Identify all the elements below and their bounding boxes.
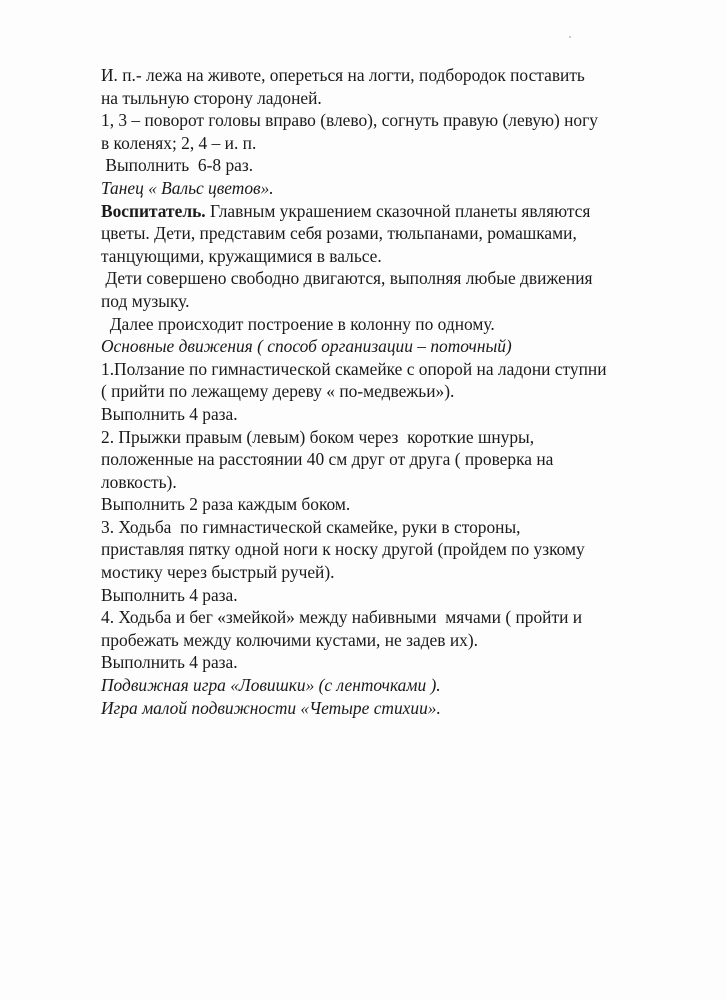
text-line: [101, 313, 681, 336]
text-line: [101, 584, 681, 607]
line-text: ловкость).: [101, 471, 177, 492]
text-line: [101, 606, 681, 629]
line-text: Далее происходит построение в колонну по одному.: [101, 313, 495, 334]
text-line: [101, 448, 681, 471]
text-line: [101, 629, 681, 652]
text-line: [101, 493, 681, 516]
line-text: в коленях; 2, 4 – и. п.: [101, 132, 257, 153]
line-text: Главным украшением сказочной планеты являются: [209, 200, 591, 221]
line-text: Основные движения ( способ организации – поточный): [101, 336, 512, 357]
text-line: [101, 64, 681, 87]
line-text: Выполнить 4 раза.: [101, 652, 238, 673]
line-text: 1.Ползание по гимнастической скамейке с опорой на ладони ступни: [101, 358, 607, 379]
speaker-label: Воспитатель.: [101, 200, 210, 221]
text-line: [101, 335, 681, 358]
text-line: [101, 403, 681, 426]
text-line: [101, 177, 681, 200]
text-line: [101, 561, 681, 584]
line-text: Дети совершено свободно двигаются, выполняя любые движения: [101, 268, 593, 289]
line-text: положенные на расстоянии 40 см друг от друга ( проверка на: [101, 449, 554, 470]
text-line: [101, 267, 681, 290]
text-line: [101, 426, 681, 449]
line-text: 2. Прыжки правым (левым) боком через короткие шнуры,: [101, 426, 535, 447]
text-line: [101, 132, 681, 155]
line-text: приставляя пятку одной ноги к носку другой (пройдем по узкому: [101, 539, 585, 560]
text-line: [101, 697, 681, 720]
line-text: 1, 3 – поворот головы вправо (влево), согнуть правую (левую) ногу: [101, 110, 598, 131]
line-text: цветы. Дети, представим себя розами, тюльпанами, ромашками,: [101, 223, 577, 244]
text-line: [101, 358, 681, 381]
line-text: Игра малой подвижности «Четыре стихии».: [101, 697, 441, 718]
text-line: [101, 538, 681, 561]
line-text: Выполнить 6-8 раз.: [101, 155, 254, 176]
text-line: [101, 651, 681, 674]
text-line: [101, 109, 681, 132]
text-line: [101, 380, 681, 403]
text-line: [101, 200, 681, 223]
text-line: [101, 222, 681, 245]
line-text: Танец « Вальс цветов».: [101, 177, 274, 198]
text-line: [101, 154, 681, 177]
text-line: [101, 516, 681, 539]
line-text: ( прийти по лежащему дереву « по-медвежьи»).: [101, 381, 455, 402]
line-text: Выполнить 2 раза каждым боком.: [101, 494, 351, 515]
line-text: под музыку.: [101, 290, 190, 311]
text-line: [101, 245, 681, 268]
line-text: 4. Ходьба и бег «змейкой» между набивными мячами ( пройти и: [101, 607, 583, 628]
line-text: мостику через быстрый ручей).: [101, 562, 335, 583]
line-text: пробежать между колючими кустами, не задев их).: [101, 629, 478, 650]
document-body: [101, 64, 681, 719]
line-text: на тыльную сторону ладоней.: [101, 87, 322, 108]
line-text: И. п.- лежа на животе, опереться на логти, подбородок поставить: [101, 65, 585, 85]
line-text: 3. Ходьба по гимнастической скамейке, руки в стороны,: [101, 516, 521, 537]
text-line: [101, 87, 681, 110]
line-text: Подвижная игра «Ловишки» (с ленточками ).: [101, 675, 441, 696]
text-line: [101, 674, 681, 697]
line-text: танцующими, кружащимися в вальсе.: [101, 245, 382, 266]
text-line: [101, 290, 681, 313]
text-line: [101, 471, 681, 494]
line-text: Выполнить 4 раза.: [101, 584, 238, 605]
line-text: Выполнить 4 раза.: [101, 403, 238, 424]
scan-speck: [569, 36, 571, 38]
